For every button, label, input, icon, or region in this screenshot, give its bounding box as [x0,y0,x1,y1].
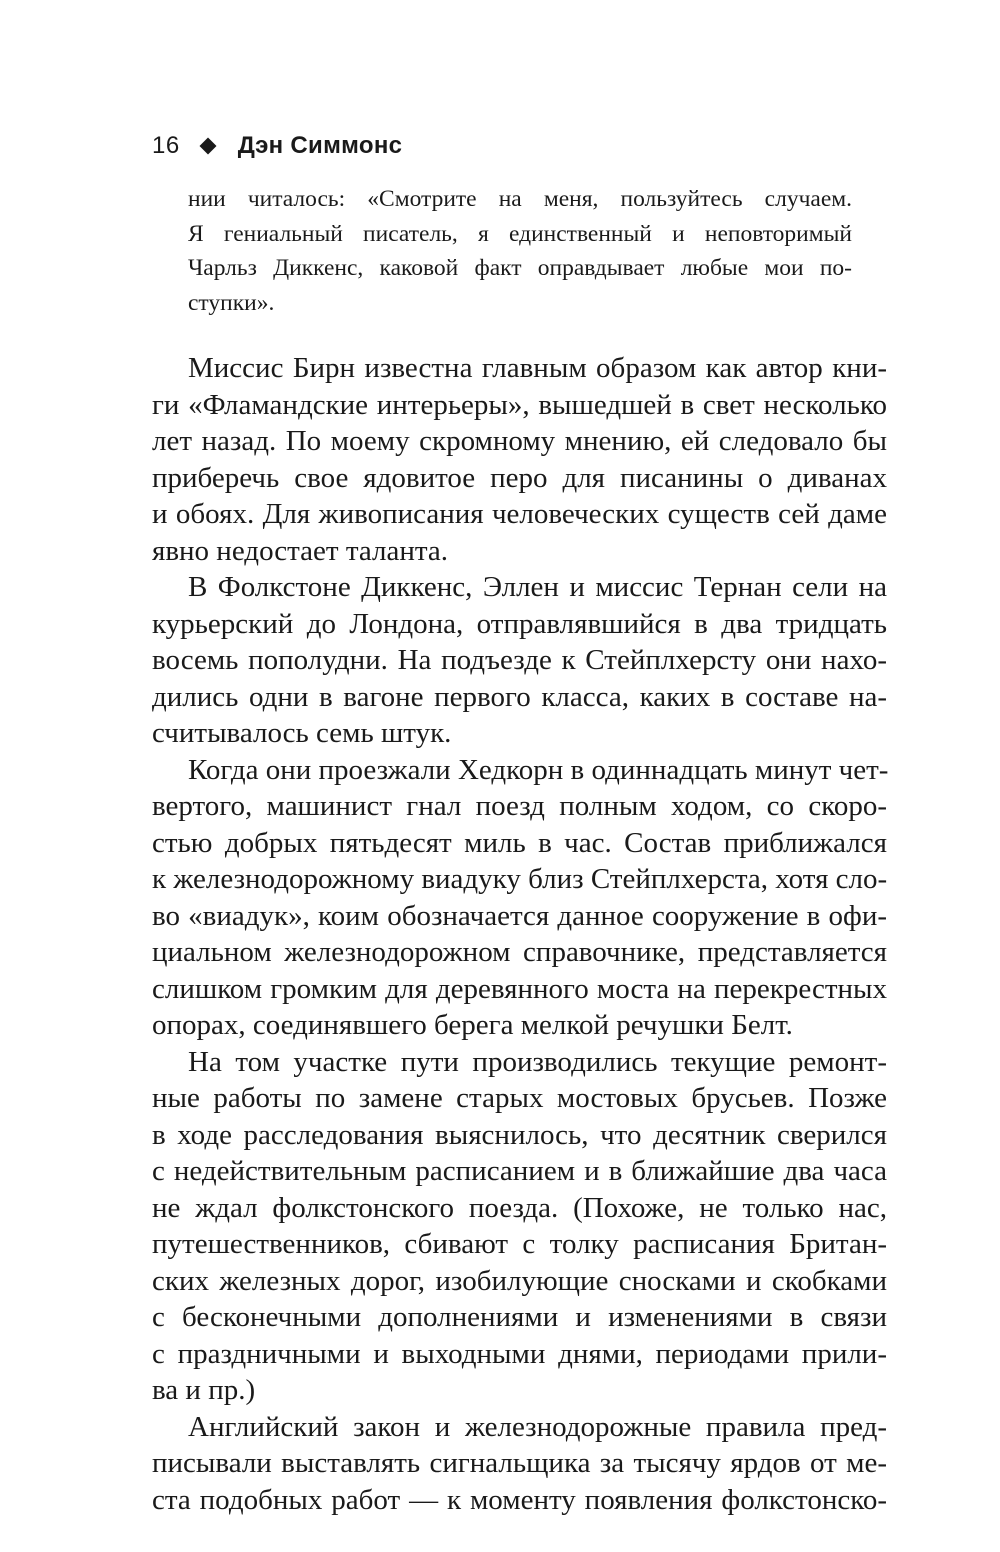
running-head-author: Дэн Симмонс [237,132,403,159]
text-line: Когда они проезжали Хедкорн в одиннадцать минут чет- [188,753,889,786]
text-line: к железнодорожному виадуку близ Стейплхерста, хотя сло- [152,863,888,895]
text-line: нии читалось: «Смотрите на меня, пользуйтесь случаем. [188,186,852,212]
text-line: ступки». [188,289,275,316]
text-line: считывалось семь штук. [152,717,452,749]
text-line: с бесконечными дополнениями и изменениями в связи [152,1301,887,1333]
text-line: стью добрых пятьдесят миль в час. Состав приближался [152,826,887,859]
text-line: с праздничными и выходными днями, периодами прили- [152,1337,887,1370]
text-line: с недействительным расписанием и в ближайшие два часа [152,1155,887,1187]
text-line: лет назад. По моему скромному мнению, ей следовало бы [152,425,887,457]
text-line: ста подобных работ — к моменту появления фолкстонско- [152,1483,887,1516]
page-number: 16 [152,132,180,159]
text-line: ги «Фламандские интерьеры», вышедшей в свет несколько [152,388,887,421]
text-line: в ходе расследования выяснилось, что десятник сверился [152,1118,887,1151]
text-line: курьерский до Лондона, отправлявшийся в два тридцать [152,607,887,640]
text-line: писывали выставлять сигнальщика за тысячу ярдов от ме- [152,1447,887,1479]
text-line: восемь пополудни. На подъезде к Стейплхерсту они нахо- [152,644,887,676]
text-line: На том участке пути производились текущие ремонт- [188,1045,887,1078]
diamond-ornament-icon [199,138,216,155]
text-line: приберечь свое ядовитое перо для писанины о диванах [152,461,887,494]
text-line: вертого, машинист гнал поезд полным ходом, со скоро- [152,790,887,822]
text-line: Миссис Бирн известна главным образом как автор кни- [188,352,887,384]
text-line: ских железных дорог, изобилующие сносками и скобками [152,1264,887,1297]
text-line: В Фолкстоне Диккенс, Эллен и миссис Тернан сели на [188,571,887,603]
text-line: во «виадук», коим обозначается данное сооружение в офи- [152,899,887,932]
text-line: Чарльз Диккенс, каковой факт оправдывает любые мои по- [188,255,852,282]
text-line: дились одни в вагоне первого класса, каких в составе на- [152,680,887,713]
text-line: ва и пр.) [152,1374,256,1406]
running-head [152,128,402,164]
text-line: циальном железнодорожном справочнике, представляется [152,936,887,968]
text-line: опорах, соединявшего берега мелкой речушки Белт. [152,1009,793,1041]
text-line: не ждал фолкстонского поезда. (Похоже, не только нас, [152,1191,887,1224]
text-line: и обоях. Для живописания человеческих существ сей даме [152,498,887,530]
text-line: явно недостает таланта. [152,534,449,567]
quoted-passage [188,182,852,320]
text-line: Я гениальный писатель, я единственный и неповторимый [188,220,852,247]
text-line: ные работы по замене старых мостовых брусьев. Позже [152,1082,887,1114]
text-line: Английский закон и железнодорожные правила пред- [188,1410,887,1443]
text-line: слишком громким для деревянного моста на перекрестных [152,972,887,1005]
body-text [152,350,887,1518]
text-line: путешественников, сбивают с толку расписания Британ- [152,1228,887,1260]
